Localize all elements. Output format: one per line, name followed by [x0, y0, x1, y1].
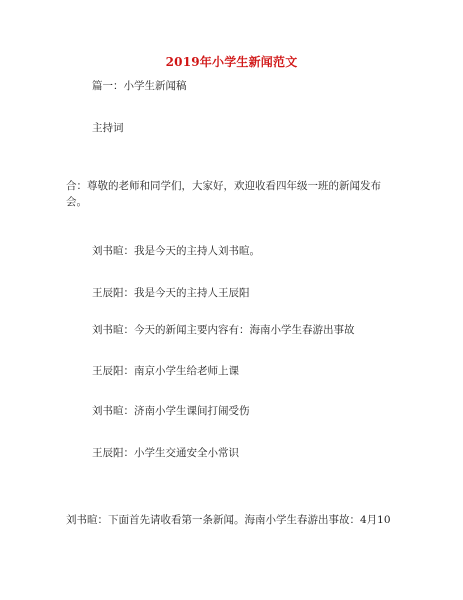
paragraph-opening: 合：尊敬的老师和同学们，大家好，欢迎收看四年级一班的新闻发布会。: [66, 180, 381, 208]
dialogue-line: 王辰阳：小学生交通安全小常识: [92, 447, 239, 459]
dialogue-line: 刘书暄：今天的新闻主要内容有：海南小学生春游出事故: [92, 324, 355, 336]
dialogue-line: 王辰阳：南京小学生给老师上课: [92, 365, 239, 377]
subheading: 主持词: [92, 122, 124, 134]
dialogue-line: 刘书暄：我是今天的主持人刘书暄。: [92, 245, 260, 257]
dialogue-line: 刘书暄：下面首先请收看第一条新闻。海南小学生春游出事故：4月10: [66, 514, 391, 526]
section-heading: 篇一：小学生新闻稿: [92, 80, 187, 92]
dialogue-line: 刘书暄：济南小学生课间打闹受伤: [92, 405, 250, 417]
document-title: 2019年小学生新闻范文: [165, 55, 298, 69]
dialogue-line: 王辰阳：我是今天的主持人王辰阳: [92, 287, 250, 299]
